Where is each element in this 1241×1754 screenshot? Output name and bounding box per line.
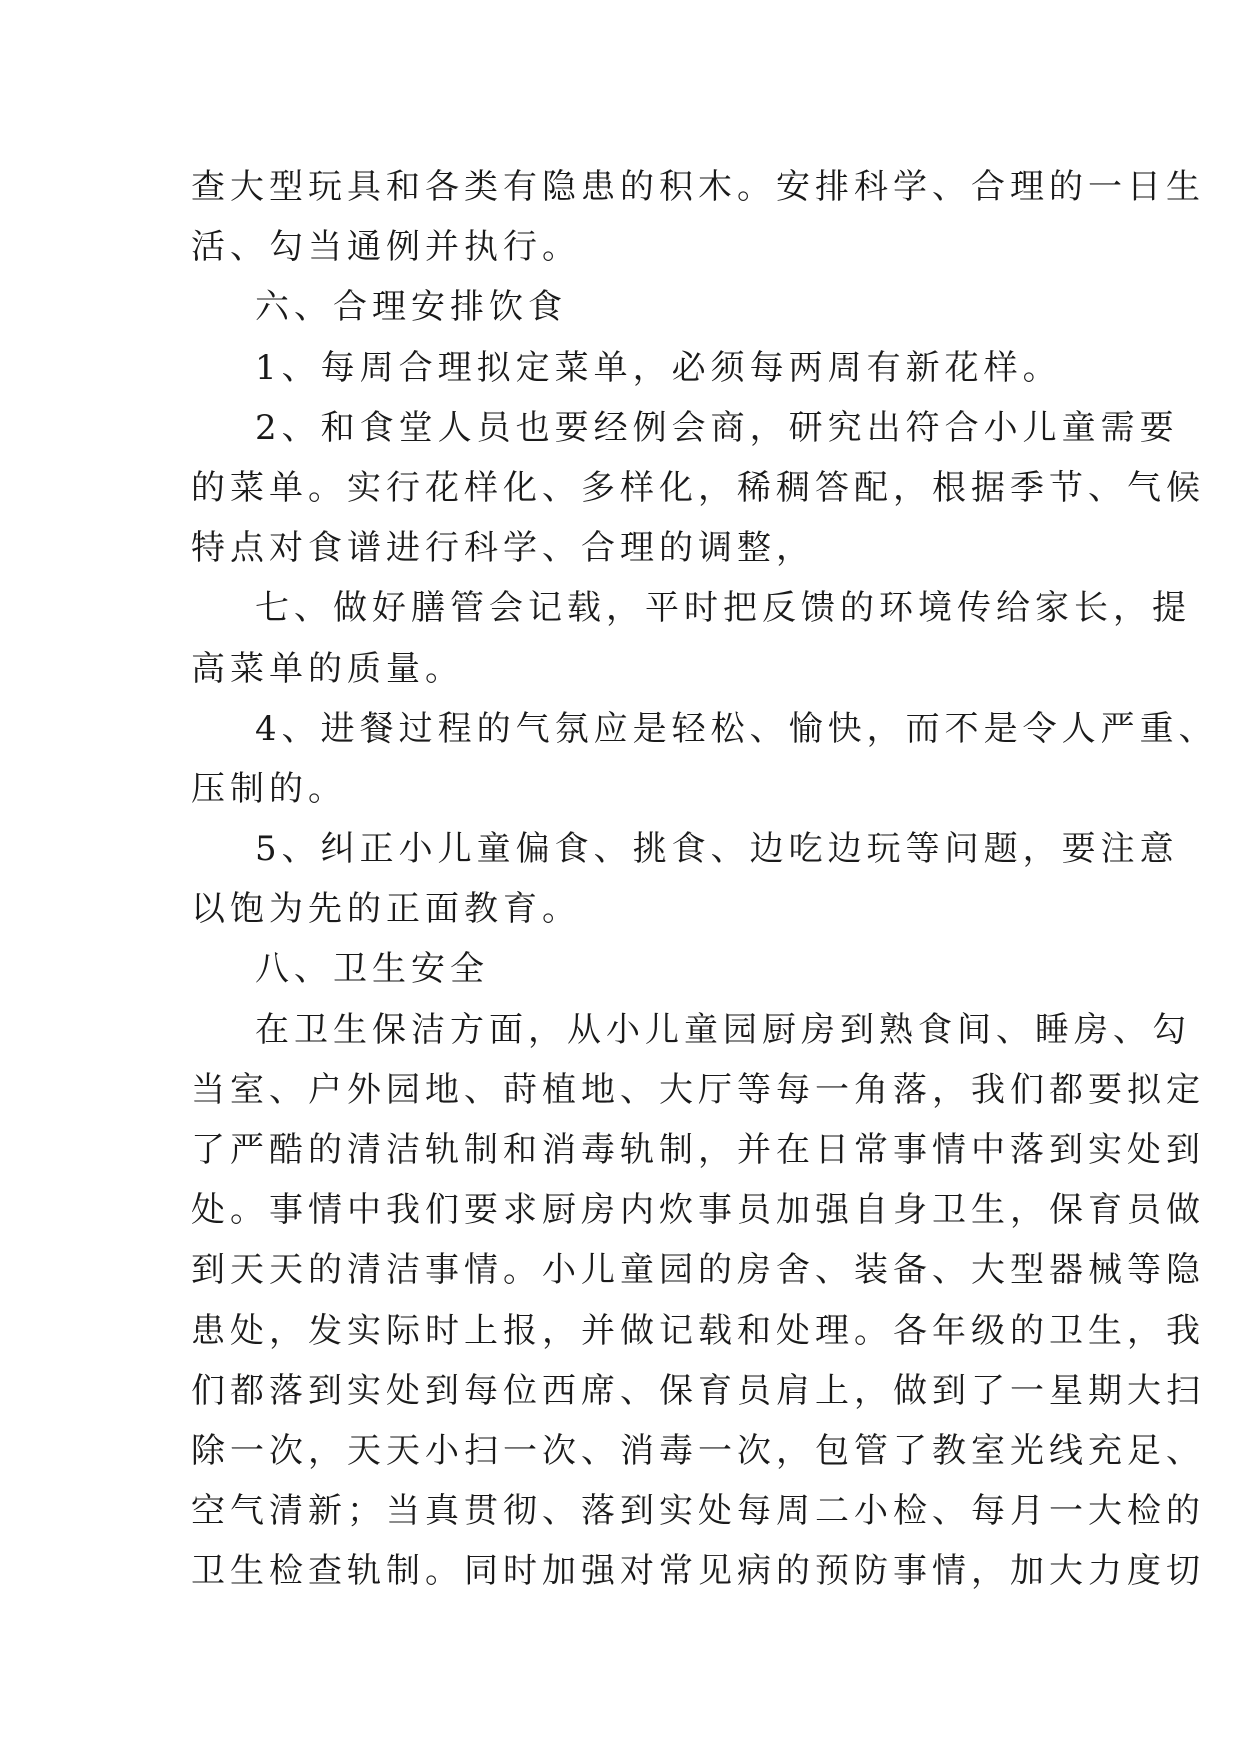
text-line: 到天天的清洁事情。小儿童园的房舍、装备、大型器械等隐	[191, 1250, 1205, 1291]
text-line: 以饱为先的正面教育。	[191, 889, 581, 930]
text-line: 查大型玩具和各类有隐患的积木。安排科学、合理的一日生	[191, 167, 1205, 207]
text-line: 除一次，天天小扫一次、消毒一次，包管了教室光线充足、	[191, 1430, 1205, 1471]
text-line: 压制的。	[191, 768, 347, 809]
text-line: 卫生检查轨制。同时加强对常见病的预防事情，加大力度切	[191, 1551, 1205, 1592]
text-line: 八、卫生安全	[255, 949, 489, 990]
text-line: 六、合理安排饮食	[255, 287, 567, 328]
text-line: 空气清新；当真贯彻、落到实处每周二小检、每月一大检的	[191, 1491, 1205, 1532]
body-text	[191, 157, 1218, 1602]
text-line: 2、和食堂人员也要经例会商，研究出符合小儿童需要	[255, 407, 1179, 448]
text-line: 4、进餐过程的气氛应是轻松、愉快，而不是令人严重、	[255, 708, 1218, 749]
text-line: 在卫生保洁方面，从小儿童园厨房到熟食间、睡房、勾	[255, 1009, 1191, 1050]
text-line: 的菜单。实行花样化、多样化，稀稠答配，根据季节、气候	[191, 467, 1205, 508]
text-line: 5、纠正小儿童偏食、挑食、边吃边玩等问题，要注意	[255, 829, 1179, 870]
text-line: 了严酷的清洁轨制和消毒轨制，并在日常事情中落到实处到	[191, 1130, 1205, 1170]
text-line: 患处，发实际时上报，并做记载和处理。各年级的卫生，我	[191, 1310, 1205, 1351]
text-line: 们都落到实处到每位西席、保育员肩上，做到了一星期大扫	[191, 1370, 1205, 1411]
text-line: 当室、户外园地、莳植地、大厅等每一角落，我们都要拟定	[191, 1069, 1205, 1110]
text-line: 高菜单的质量。	[191, 648, 464, 689]
text-line: 处。事情中我们要求厨房内炊事员加强自身卫生，保育员做	[191, 1190, 1205, 1231]
text-line: 1、每周合理拟定菜单，必须每两周有新花样。	[255, 347, 1062, 388]
text-line: 活、勾当通例并执行。	[191, 227, 581, 268]
text-line: 七、做好膳管会记载，平时把反馈的环境传给家长，提	[255, 588, 1191, 629]
text-line: 特点对食谱进行科学、合理的调整，	[191, 528, 815, 569]
